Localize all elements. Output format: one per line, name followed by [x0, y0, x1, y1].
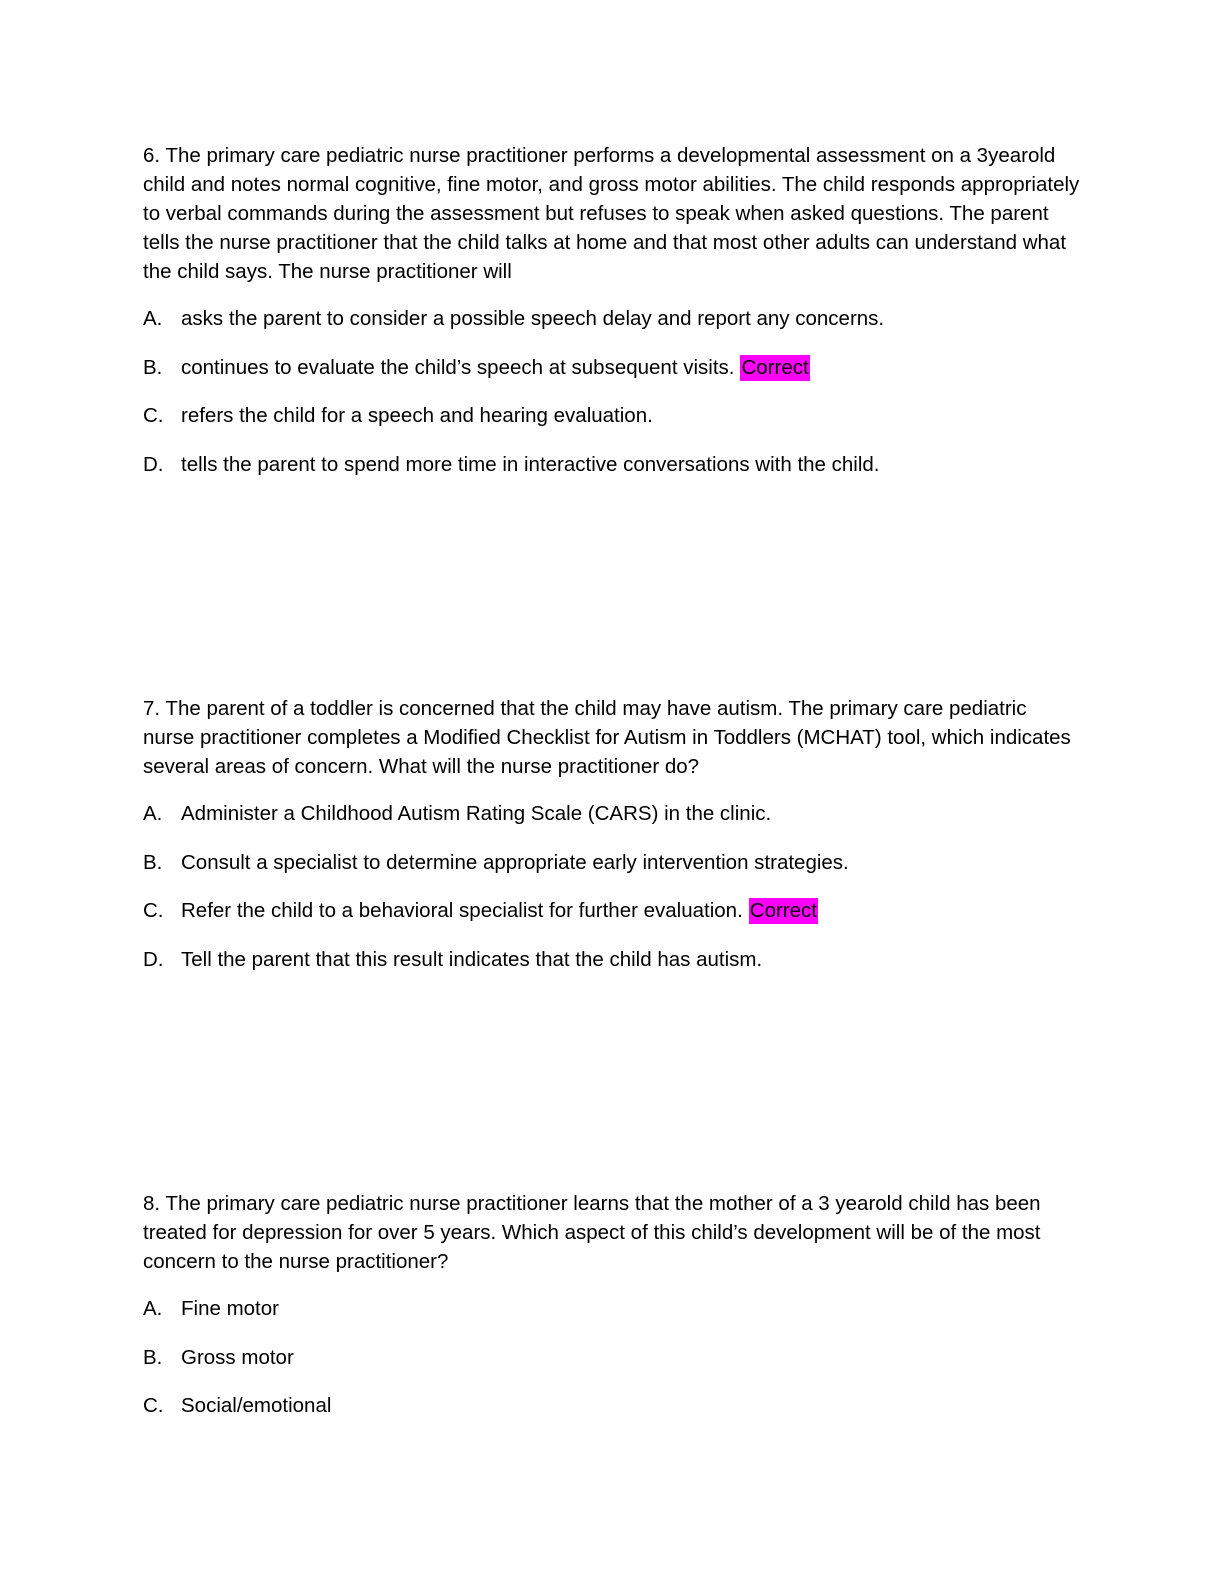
option-text: Administer a Childhood Autism Rating Scale (CARS) in the clinic.: [181, 802, 772, 825]
option-letter: A.: [143, 307, 163, 330]
answer-options: [143, 304, 1083, 479]
answer-options: [143, 1294, 1083, 1420]
question-8: [143, 1189, 1083, 1440]
option-a: [143, 304, 1083, 333]
correct-highlight: Correct: [749, 899, 817, 922]
option-letter: A.: [143, 802, 163, 825]
option-text: Social/emotional: [181, 1394, 332, 1417]
option-b: [143, 353, 1083, 382]
option-letter: A.: [143, 1297, 163, 1320]
option-letter: B.: [143, 850, 163, 874]
correct-highlight: Correct: [741, 355, 809, 379]
option-letter: B.: [143, 1345, 163, 1369]
option-c: [143, 1391, 1083, 1420]
question-7: [143, 694, 1083, 993]
question-stem: 7. The parent of a toddler is concerned that the child may have autism. The primary care pediatric nurse practitioner completes a Modified Checklist for Autism in Toddlers (MCHAT) tool, which indicates several areas of concern. What will the nurse practitioner do?: [143, 697, 1071, 778]
option-text: continues to evaluate the child’s speech at subsequent visits.: [181, 355, 735, 379]
option-text: Tell the parent that this result indicates that the child has autism.: [181, 947, 763, 971]
option-a: [143, 1294, 1083, 1323]
option-c: [143, 401, 1083, 430]
option-letter: D.: [143, 452, 164, 476]
option-letter: C.: [143, 899, 164, 922]
option-letter: C.: [143, 404, 164, 427]
question-6: [143, 141, 1083, 498]
question-stem: 8. The primary care pediatric nurse practitioner learns that the mother of a 3 yearold child has been treated for depression for over 5 years. Which aspect of this child’s development will be of the most concern to the nurse practitioner?: [143, 1192, 1041, 1273]
option-d: [143, 945, 1083, 974]
option-letter: D.: [143, 947, 164, 971]
option-d: [143, 450, 1083, 479]
option-letter: C.: [143, 1394, 164, 1417]
option-b: [143, 848, 1083, 877]
option-text: tells the parent to spend more time in interactive conversations with the child.: [181, 452, 880, 476]
option-text: Fine motor: [181, 1297, 279, 1320]
option-text: asks the parent to consider a possible speech delay and report any concerns.: [181, 307, 885, 330]
option-c: [143, 896, 1083, 925]
option-letter: B.: [143, 355, 163, 379]
option-text: refers the child for a speech and hearing evaluation.: [181, 404, 653, 427]
question-stem: 6. The primary care pediatric nurse practitioner performs a developmental assessment on a 3yearold child and notes normal cognitive, fine motor, and gross motor abilities. The child responds appropriately to verbal commands during the assessment but refuses to speak when asked questions. The parent tells the nurse practitioner that the child talks at home and that most other adults can understand what the child says. The nurse practitioner will: [143, 144, 1080, 283]
option-text: Consult a specialist to determine appropriate early intervention strategies.: [181, 850, 849, 874]
option-text: Gross motor: [181, 1345, 294, 1369]
option-a: [143, 799, 1083, 828]
answer-options: [143, 799, 1083, 974]
option-text: Refer the child to a behavioral specialist for further evaluation.: [181, 899, 743, 922]
option-b: [143, 1343, 1083, 1372]
